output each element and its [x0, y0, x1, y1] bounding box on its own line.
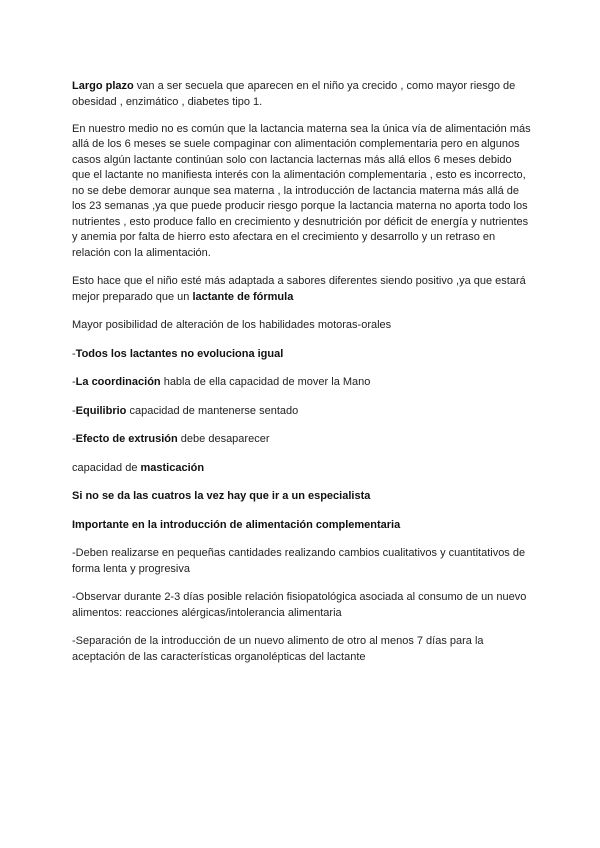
term-extrusion: Efecto de extrusión	[75, 433, 178, 445]
list-item-cantidades	[72, 546, 532, 577]
term-largo-plazo: Largo plazo	[72, 80, 134, 92]
paragraph-text: En nuestro medio no es común que la lactancia materna sea la única vía de alimentación más allá de los 6 meses se suele compaginar con alimentación complementaria pero en algunos casos algún lactante continúan solo con lactancia lacternas más allá ellos 6 meses debido que el lactante no manifiesta interés con la alimentación complementaria , esto es incorrecto, no se debe demorar aunque sea materna , la introducción de lactancia materna más allá de los 23 semanas ,ya que puede producir riesgo porque la lactancia materna no aporta todo los nutrientes , esto produce fallo en crecimiento y desnutrición por déficit de energía y nutrientes y anemia por falta de hierro esto afectara en el crecimiento y desarrollo y un retraso en relación con la alimentación.	[72, 122, 531, 259]
paragraph-sabores	[72, 274, 532, 305]
list-dash: -	[72, 347, 76, 360]
list-dash: -	[72, 376, 76, 388]
paragraph-text: van a ser secuela que aparecen en el niño ya crecido , como mayor riesgo de obesidad , enzimático , diabetes tipo 1.	[72, 80, 516, 108]
paragraph-text: capacidad de	[72, 461, 141, 474]
term-evolucion: Todos los lactantes no evoluciona igual	[75, 347, 284, 360]
paragraph-text: -Separación de la introducción de un nuevo alimento de otro al menos 7 días para la aceptación de las características organolépticas del lactante	[72, 635, 484, 663]
document-body	[72, 79, 532, 678]
section-heading-importante	[72, 518, 532, 534]
list-dash: -	[72, 404, 76, 417]
paragraph-text: -Observar durante 2-3 días posible relación fisiopatológica asociada al consumo de un nuevo alimentos: reacciones alérgicas/intolerancia alimentaria	[72, 591, 527, 619]
list-item-extrusion	[72, 432, 532, 448]
paragraph-text: -Deben realizarse en pequeñas cantidades realizando cambios cualitativos y cuantitativos de forma lenta y progresiva	[72, 547, 526, 575]
paragraph-largo-plazo	[72, 79, 532, 110]
list-item-separacion	[72, 634, 532, 665]
term-lactante-formula: lactante de fórmula	[192, 290, 294, 303]
list-item-observar	[72, 590, 532, 621]
list-item-evolucion	[72, 347, 532, 363]
paragraph-masticacion	[72, 461, 532, 477]
bold-statement: Si no se da las cuatros la vez hay que ir a un especialista	[72, 490, 371, 502]
paragraph-habilidades	[72, 318, 532, 334]
paragraph-especialista	[72, 489, 532, 505]
term-coordinacion: La coordinación	[75, 376, 161, 388]
term-equilibrio: Equilibrio	[75, 404, 127, 417]
paragraph-text: habla de ella capacidad de mover la Mano	[160, 376, 371, 388]
list-item-coordinacion	[72, 375, 532, 391]
list-item-equilibrio	[72, 404, 532, 420]
paragraph-lactancia-materna	[72, 122, 532, 262]
paragraph-text: debe desaparecer	[177, 433, 270, 445]
section-heading: Importante en la introducción de alimentación complementaria	[72, 518, 401, 531]
term-masticacion: masticación	[140, 461, 205, 474]
paragraph-text: capacidad de mantenerse sentado	[126, 404, 299, 417]
list-dash: -	[72, 433, 76, 445]
paragraph-text: Mayor posibilidad de alteración de los habilidades motoras-orales	[72, 319, 392, 331]
paragraph-text: Esto hace que el niño esté más adaptada a sabores diferentes siendo positivo ,ya que estará mejor preparado que un	[72, 275, 526, 303]
